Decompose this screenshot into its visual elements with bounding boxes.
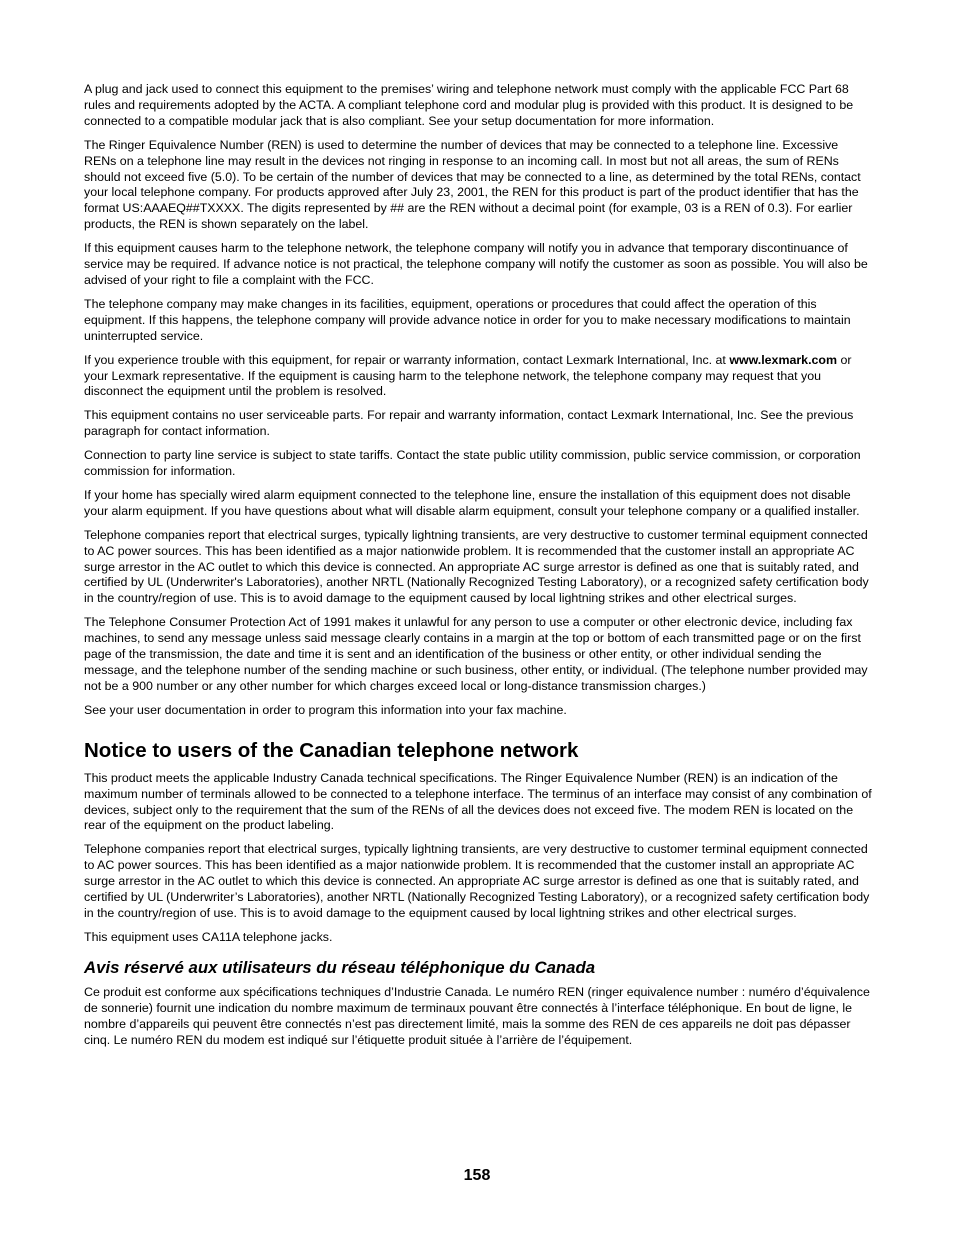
paragraph-trouble — [84, 353, 872, 401]
paragraph-tcpa: The Telephone Consumer Protection Act of 1991 makes it unlawful for any person to use a computer or other electronic device, including fax machines, to send any message unless said message clearly contains in a margin at the top or bottom of each transmitted page or on the first page of the transmission, the date and time it is sent and an identification of the business or other entity, or other individual sending the message, and the telephone number of the sending machine or such business, other entity, or individual. (The telephone number provided may not be a 900 number or any other number for which charges exceed local or long-distance transmission charges.) — [84, 615, 868, 693]
paragraph-party-line: Connection to party line service is subject to state tariffs. Contact the state public utility commission, public service commission, or corporation commission for information. — [84, 448, 861, 479]
paragraph-surges-us: Telephone companies report that electrical surges, typically lightning transients, are very destructive to customer terminal equipment connected to AC power sources. This has been identified as a major nationwide problem. It is recommended that the customer install an appropriate AC surge arrestor in the AC outlet to which this device is connected. An appropriate AC surge arrestor is defined as one that is suitably rated, and certified by UL (Underwriter's Laboratories), another NRTL (Nationally Recognized Testing Laboratory), or a recognized safety certification body in the country/region of use. This is to avoid damage to the equipment caused by local lightning strikes and other electrical surges. — [84, 527, 869, 606]
paragraph-harm-network: If this equipment causes harm to the telephone network, the telephone company will notify you in advance that temporary discontinuance of service may be required. If advance notice is not practical, the telephone company will notify the customer as soon as possible. You will also be advised of your right to file a complaint with the FCC. — [84, 241, 868, 287]
paragraph-french: Ce produit est conforme aux spécifications techniques d’Industrie Canada. Le numéro REN (ringer equivalence number : numéro d’équivalence de sonnerie) fournit une indication du nombre maximum de terminaux pouvant être connectés à l’interface téléphonique. En bout de ligne, le nombre d’appareils qui peuvent être connectés n’est pas directement limité, mais la somme des REN de ces appareils ne doit pas dépasser cinq. Le numéro REN du modem est indiqué sur l’étiquette produit située à l’arrière de l’équipement. — [84, 984, 870, 1047]
document-page — [84, 82, 872, 1056]
canada-section-heading: Notice to users of the Canadian telephone network — [84, 738, 579, 762]
paragraph-alarm-equipment: If your home has specially wired alarm equipment connected to the telephone line, ensure the installation of this equipment does not disable your alarm equipment. If you have questions about what will disable alarm equipment, consult your telephone company or a qualified installer. — [84, 487, 860, 518]
paragraph-no-user-parts: This equipment contains no user serviceable parts. For repair and warranty information, contact Lexmark International, Inc. See the previous paragraph for contact information. — [84, 408, 854, 439]
paragraph-surges-canada: Telephone companies report that electrical surges, typically lightning transients, are very destructive to customer terminal equipment connected to AC power sources. This has been identified as a major nationwide problem. It is recommended that the customer install an appropriate AC surge arrestor in the AC outlet to which this device is connected. An appropriate AC surge arrestor is defined as one that is suitably rated, and certified by UL (Underwriter’s Laboratories), another NRTL (Nationally Recognized Testing Laboratory), or a recognized safety certification body in the country/region of use. This is to avoid damage to the equipment caused by local lightning strikes and other electrical surges. — [84, 842, 870, 920]
trouble-text-before: If you experience trouble with this equipment, for repair or warranty information, contact Lexmark International, Inc. at — [84, 352, 730, 367]
trouble-text-after: or your Lexmark representative. If the equipment is causing harm to the telephone network, the telephone company may request that you disconnect the equipment until the problem is resolved. — [84, 352, 852, 399]
lexmark-website-link[interactable]: www.lexmark.com — [729, 352, 837, 367]
page-number: 158 — [463, 1167, 491, 1184]
french-section-heading: Avis réservé aux utilisateurs du réseau téléphonique du Canada — [84, 957, 596, 977]
paragraph-industry-canada: This product meets the applicable Industry Canada technical specifications. The Ringer Equivalence Number (REN) is an indication of the maximum number of terminals allowed to be connected to a telephone interface. The terminus of an interface may consist of any combination of devices, subject only to the requirement that the sum of the RENs of all the devices does not exceed five. The modem REN is located on the rear of the equipment on the product labeling. — [84, 770, 872, 833]
paragraph-fcc-plug-jack: A plug and jack used to connect this equipment to the premises’ wiring and telephone network must comply with the applicable FCC Part 68 rules and requirements adopted by the ACTA. A compliant telephone cord and modular plug is provided with this product. It is designed to be connected to a compatible modular jack that is also compliant. See your setup documentation for more information. — [84, 82, 854, 128]
paragraph-ca11a: This equipment uses CA11A telephone jacks. — [84, 929, 333, 944]
paragraph-facility-changes: The telephone company may make changes in its facilities, equipment, operations or procedures that could affect the operation of this equipment. If this happens, the telephone company will provide advance notice in order for you to make necessary modifications to maintain uninterrupted service. — [84, 296, 851, 343]
paragraph-fax-program: See your user documentation in order to program this information into your fax machine. — [84, 702, 567, 717]
paragraph-ren: The Ringer Equivalence Number (REN) is used to determine the number of devices that may be connected to a telephone line. Excessive RENs on a telephone line may result in the devices not ringing in response to an incoming call. In most but not all areas, the sum of RENs should not exceed five (5.0). To be certain of the number of devices that may be connected to a line, as determined by the total RENs, contact your local telephone company. For products approved after July 23, 2001, the REN for this product is part of the product identifier that has the format US:AAAEQ##TXXXX. The digits represented by ## are the REN without a decimal point (for example, 03 is a REN of 0.3). For earlier products, the REN is shown separately on the label. — [84, 137, 861, 232]
